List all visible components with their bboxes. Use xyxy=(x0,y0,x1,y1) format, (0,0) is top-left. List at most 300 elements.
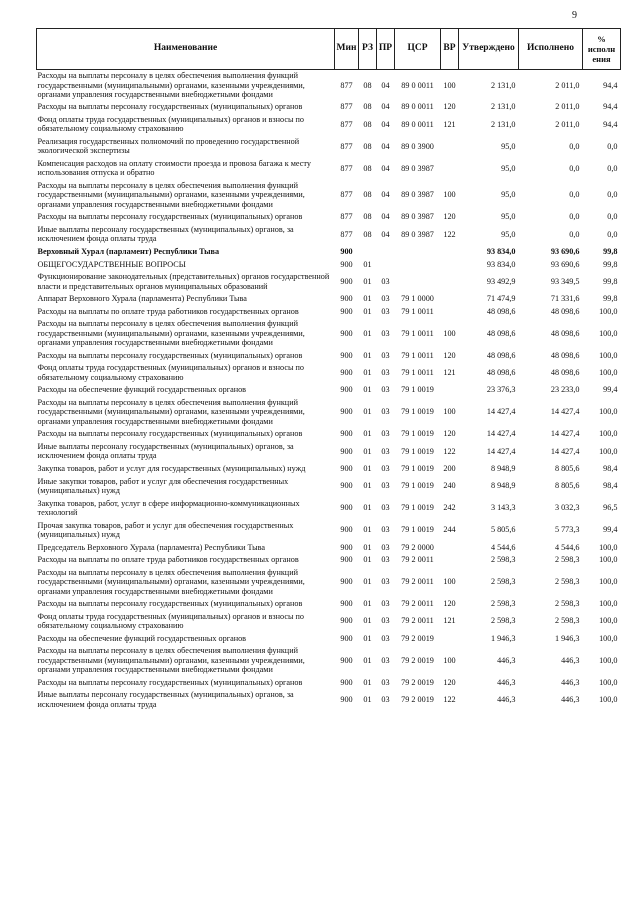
cell-approved: 5 805,6 xyxy=(490,525,516,535)
cell-vr: 120 xyxy=(443,677,456,687)
cell-min: 900 xyxy=(340,677,353,687)
table-row xyxy=(37,362,621,384)
cell-min: 877 xyxy=(340,102,353,112)
cell-approved: 8 948,9 xyxy=(490,464,516,473)
cell-csr: 89 0 3987 xyxy=(401,212,434,222)
cell-rz: 01 xyxy=(363,385,372,395)
cell-percent: 99,8 xyxy=(603,259,618,269)
cell-name: Расходы на выплаты персоналу в целях обеспечения выполнения функций государственными (муниципальными) органами, казенными учреждениями, органами управления государственными внебюджетными фондами xyxy=(37,646,305,675)
cell-name: Иные выплаты персоналу государственных (муниципальных) органов, за исключением фонда оплаты труда xyxy=(37,690,294,709)
cell-name: Расходы на выплаты персоналу государственных (муниципальных) органов xyxy=(37,429,303,439)
cell-vr: 122 xyxy=(443,229,456,239)
cell-rz: 01 xyxy=(363,599,372,609)
cell-executed: 14 427,4 xyxy=(550,429,580,439)
cell-approved: 95,0 xyxy=(501,190,516,200)
cell-min: 900 xyxy=(340,276,353,286)
header-pr: ПР xyxy=(377,29,395,70)
cell-name: Расходы на выплаты по оплате труда работников государственных органов xyxy=(37,555,299,565)
cell-min: 900 xyxy=(340,555,353,565)
cell-approved: 48 098,6 xyxy=(486,350,516,360)
cell-vr xyxy=(441,271,459,293)
cell-vr: 100 xyxy=(443,328,456,338)
cell-vr xyxy=(441,632,459,645)
cell-pr: 03 xyxy=(381,616,390,626)
cell-executed: 2 598,3 xyxy=(554,616,580,626)
cell-pr: 03 xyxy=(381,542,390,552)
cell-percent: 100,0 xyxy=(599,577,618,587)
cell-approved: 4 544,6 xyxy=(490,542,516,552)
cell-executed: 2 011,0 xyxy=(555,80,580,90)
table-row xyxy=(37,610,621,632)
cell-percent: 0,0 xyxy=(607,229,618,239)
cell-csr: 79 1 0019 xyxy=(401,503,434,513)
cell-rz: 08 xyxy=(363,141,372,151)
cell-rz: 01 xyxy=(363,616,372,626)
cell-approved: 2 131,0 xyxy=(490,80,516,90)
header-rz: РЗ xyxy=(359,29,377,70)
cell-name: ОБЩЕГОСУДАРСТВЕННЫЕ ВОПРОСЫ xyxy=(37,259,186,269)
cell-vr: 121 xyxy=(443,368,456,378)
cell-executed: 48 098,6 xyxy=(550,328,580,338)
cell-executed: 446,3 xyxy=(561,677,580,687)
cell-percent: 100,0 xyxy=(599,655,618,665)
cell-vr: 100 xyxy=(443,190,456,200)
table-row xyxy=(37,632,621,645)
table-row xyxy=(37,349,621,362)
cell-vr: 120 xyxy=(443,429,456,439)
cell-percent: 98,4 xyxy=(603,481,618,491)
cell-vr xyxy=(441,541,459,554)
cell-pr: 03 xyxy=(381,306,390,316)
cell-pr: 04 xyxy=(381,163,390,173)
table-row xyxy=(37,293,621,306)
cell-min: 900 xyxy=(340,599,353,609)
cell-executed: 0,0 xyxy=(569,141,580,151)
cell-approved: 93 834,0 xyxy=(486,247,516,257)
cell-approved: 2 598,3 xyxy=(490,555,516,565)
cell-csr: 89 0 3987 xyxy=(401,163,434,173)
cell-csr: 79 1 0019 xyxy=(401,385,434,395)
table-row xyxy=(37,598,621,611)
cell-rz: 01 xyxy=(363,294,372,304)
cell-approved: 8 948,9 xyxy=(490,481,516,491)
cell-percent: 99,8 xyxy=(603,276,618,286)
cell-approved: 2 598,3 xyxy=(490,599,516,609)
cell-percent: 100,0 xyxy=(599,555,618,565)
cell-csr: 79 2 0011 xyxy=(401,555,434,565)
cell-min: 877 xyxy=(340,229,353,239)
cell-csr: 79 2 0011 xyxy=(401,599,434,609)
cell-min: 900 xyxy=(340,481,353,491)
table-row xyxy=(37,384,621,397)
cell-pr: 03 xyxy=(381,555,390,565)
cell-executed: 0,0 xyxy=(569,229,580,239)
cell-rz: 08 xyxy=(363,163,372,173)
cell-name: Аппарат Верховного Хурала (парламента) Республики Тыва xyxy=(37,294,247,304)
cell-name: Верховный Хурал (парламент) Республики Тыва xyxy=(37,247,220,257)
cell-pr: 04 xyxy=(381,119,390,129)
cell-vr xyxy=(441,135,459,157)
table-row xyxy=(37,462,621,475)
cell-vr: 122 xyxy=(443,446,456,456)
cell-executed: 446,3 xyxy=(561,695,580,705)
cell-vr: 100 xyxy=(443,407,456,417)
cell-name: Расходы на выплаты персоналу в целях обеспечения выполнения функций государственными (муниципальными) органами, казенными учреждениями, органами управления государственными внебюджетными фондами xyxy=(37,319,305,348)
cell-percent: 94,4 xyxy=(603,102,618,112)
cell-vr xyxy=(441,554,459,567)
cell-approved: 446,3 xyxy=(497,655,516,665)
cell-name: Фонд оплаты труда государственных (муниципальных) органов и взносы по обязательному социальному страхованию xyxy=(37,363,304,382)
table-row xyxy=(37,676,621,689)
table-header-row xyxy=(37,29,621,70)
cell-rz: 01 xyxy=(363,481,372,491)
cell-min: 900 xyxy=(340,525,353,535)
cell-csr xyxy=(395,258,441,271)
cell-executed: 0,0 xyxy=(569,190,580,200)
cell-pr: 03 xyxy=(381,328,390,338)
cell-pr: 03 xyxy=(381,385,390,395)
cell-csr: 79 1 0019 xyxy=(401,481,434,491)
cell-pr: 03 xyxy=(381,503,390,513)
cell-csr: 79 2 0011 xyxy=(401,616,434,626)
cell-percent: 99,8 xyxy=(603,247,618,257)
cell-pr xyxy=(377,245,395,258)
cell-percent: 0,0 xyxy=(607,141,618,151)
cell-rz: 08 xyxy=(363,229,372,239)
cell-pr xyxy=(377,258,395,271)
cell-percent: 100,0 xyxy=(599,306,618,316)
cell-csr: 79 1 0011 xyxy=(401,328,434,338)
cell-executed: 446,3 xyxy=(561,655,580,665)
table-row xyxy=(37,396,621,427)
cell-min: 900 xyxy=(340,429,353,439)
cell-approved: 23 376,3 xyxy=(486,385,516,395)
table-row xyxy=(37,101,621,114)
cell-name: Расходы на выплаты персоналу в целях обеспечения выполнения функций государственными (муниципальными) органами, казенными учреждениями, органами управления государственными внебюджетными фондами xyxy=(37,567,305,596)
table-row xyxy=(37,211,621,224)
cell-pr: 03 xyxy=(381,655,390,665)
cell-min: 877 xyxy=(340,119,353,129)
cell-csr: 79 1 0019 xyxy=(401,429,434,439)
header-percent: % исполн ения xyxy=(583,29,621,70)
cell-approved: 14 427,4 xyxy=(486,446,516,456)
cell-csr: 79 2 0011 xyxy=(401,577,434,587)
cell-rz: 01 xyxy=(363,655,372,665)
cell-name: Закупка товаров, работ, услуг в сфере информационно-коммуникационных технологий xyxy=(37,498,300,517)
cell-pr: 04 xyxy=(381,141,390,151)
cell-csr: 79 1 0011 xyxy=(401,350,434,360)
cell-rz: 01 xyxy=(363,577,372,587)
cell-pr: 03 xyxy=(381,276,390,286)
cell-min: 900 xyxy=(340,247,353,257)
cell-percent: 94,4 xyxy=(603,119,618,129)
cell-executed: 2 598,3 xyxy=(554,577,580,587)
cell-name: Компенсация расходов на оплату стоимости проезда и провоза багажа к месту использования отпуска и обратно xyxy=(37,159,311,178)
cell-approved: 3 143,3 xyxy=(490,503,516,513)
cell-name: Расходы на выплаты персоналу в целях обеспечения выполнения функций государственными (муниципальными) органами, казенными учреждениями, органами управления государственными внебюджетными фондами xyxy=(37,181,305,209)
table-row xyxy=(37,245,621,258)
cell-name: Председатель Верховного Хурала (парламента) Республики Тыва xyxy=(37,542,266,552)
cell-vr: 242 xyxy=(443,503,456,513)
table-row xyxy=(37,70,621,101)
cell-percent: 100,0 xyxy=(599,407,618,417)
table-row xyxy=(37,179,621,210)
cell-percent: 0,0 xyxy=(607,163,618,173)
cell-csr: 89 0 0011 xyxy=(401,102,434,112)
cell-approved: 2 131,0 xyxy=(490,119,516,129)
cell-pr: 03 xyxy=(381,599,390,609)
cell-csr: 79 2 0019 xyxy=(401,655,434,665)
cell-min: 877 xyxy=(340,190,353,200)
cell-min: 900 xyxy=(340,328,353,338)
cell-rz: 01 xyxy=(363,633,372,643)
cell-min: 900 xyxy=(340,368,353,378)
cell-approved: 14 427,4 xyxy=(486,407,516,417)
cell-pr: 04 xyxy=(381,80,390,90)
cell-executed: 8 805,6 xyxy=(554,481,580,491)
cell-vr xyxy=(441,293,459,306)
cell-percent: 100,0 xyxy=(599,368,618,378)
cell-approved: 446,3 xyxy=(497,695,516,705)
cell-pr: 03 xyxy=(381,429,390,439)
cell-pr: 03 xyxy=(381,577,390,587)
cell-percent: 100,0 xyxy=(599,446,618,456)
cell-approved: 446,3 xyxy=(497,677,516,687)
cell-min: 900 xyxy=(340,446,353,456)
cell-executed: 93 690,6 xyxy=(550,259,580,269)
cell-vr xyxy=(441,245,459,258)
table-row xyxy=(37,440,621,462)
cell-csr: 79 2 0019 xyxy=(401,677,434,687)
cell-approved: 1 946,3 xyxy=(490,633,516,643)
cell-vr: 120 xyxy=(443,599,456,609)
cell-min: 900 xyxy=(340,695,353,705)
cell-name: Закупка товаров, работ и услуг для государственных (муниципальных) нужд xyxy=(37,464,306,473)
cell-vr: 100 xyxy=(443,80,456,90)
cell-executed: 1 946,3 xyxy=(554,633,580,643)
cell-csr xyxy=(395,271,441,293)
header-executed: Исполнено xyxy=(519,29,583,70)
cell-csr: 79 2 0000 xyxy=(401,542,434,552)
cell-rz: 08 xyxy=(363,102,372,112)
cell-percent: 0,0 xyxy=(607,190,618,200)
cell-pr: 04 xyxy=(381,190,390,200)
cell-pr: 04 xyxy=(381,229,390,239)
cell-rz: 01 xyxy=(363,306,372,316)
table-row xyxy=(37,258,621,271)
table-row xyxy=(37,428,621,441)
cell-csr: 79 2 0019 xyxy=(401,695,434,705)
cell-rz: 01 xyxy=(363,503,372,513)
header-csr: ЦСР xyxy=(395,29,441,70)
cell-vr: 200 xyxy=(443,464,456,473)
header-approved: Утверждено xyxy=(459,29,519,70)
cell-percent: 94,4 xyxy=(603,80,618,90)
cell-csr: 79 1 0019 xyxy=(401,407,434,417)
cell-vr: 240 xyxy=(443,481,456,491)
cell-csr: 79 1 0019 xyxy=(401,446,434,456)
cell-percent: 100,0 xyxy=(599,599,618,609)
cell-name: Расходы на выплаты персоналу государственных (муниципальных) органов xyxy=(37,350,303,360)
table-row xyxy=(37,157,621,179)
cell-vr xyxy=(441,157,459,179)
cell-percent: 99,4 xyxy=(603,385,618,395)
cell-executed: 0,0 xyxy=(569,163,580,173)
cell-rz: 01 xyxy=(363,259,372,269)
cell-csr: 89 0 0011 xyxy=(401,80,434,90)
cell-name: Расходы на выплаты персоналу государственных (муниципальных) органов xyxy=(37,677,303,687)
cell-executed: 4 544,6 xyxy=(554,542,580,552)
cell-percent: 100,0 xyxy=(599,542,618,552)
cell-rz: 08 xyxy=(363,212,372,222)
cell-percent: 100,0 xyxy=(599,695,618,705)
cell-percent: 100,0 xyxy=(599,633,618,643)
cell-executed: 93 349,5 xyxy=(550,276,580,286)
cell-vr: 121 xyxy=(443,119,456,129)
cell-executed: 2 598,3 xyxy=(554,599,580,609)
cell-rz: 01 xyxy=(363,525,372,535)
cell-percent: 100,0 xyxy=(599,350,618,360)
cell-executed: 8 805,6 xyxy=(554,464,580,473)
cell-pr: 03 xyxy=(381,350,390,360)
cell-vr: 121 xyxy=(443,616,456,626)
cell-percent: 100,0 xyxy=(599,677,618,687)
header-min: Мин xyxy=(335,29,359,70)
cell-rz: 01 xyxy=(363,429,372,439)
cell-rz: 01 xyxy=(363,368,372,378)
cell-executed: 23 233,0 xyxy=(550,385,580,395)
cell-rz: 01 xyxy=(363,446,372,456)
cell-rz: 01 xyxy=(363,695,372,705)
cell-csr: 79 1 0000 xyxy=(401,294,434,304)
cell-name: Расходы на обеспечение функций государственных органов xyxy=(37,385,247,395)
cell-percent: 100,0 xyxy=(599,616,618,626)
cell-min: 900 xyxy=(340,503,353,513)
cell-min: 900 xyxy=(340,577,353,587)
cell-executed: 2 598,3 xyxy=(554,555,580,565)
cell-min: 877 xyxy=(340,212,353,222)
table-row xyxy=(37,566,621,597)
header-name: Наименование xyxy=(37,29,335,70)
cell-executed: 71 331,6 xyxy=(550,294,580,304)
cell-executed: 48 098,6 xyxy=(550,368,580,378)
cell-rz: 01 xyxy=(363,677,372,687)
cell-min: 900 xyxy=(340,616,353,626)
cell-executed: 3 032,3 xyxy=(554,503,580,513)
cell-min: 900 xyxy=(340,633,353,643)
cell-csr: 79 1 0019 xyxy=(401,525,434,535)
cell-percent: 98,4 xyxy=(603,464,618,473)
cell-vr xyxy=(441,258,459,271)
cell-pr: 03 xyxy=(381,407,390,417)
table-row xyxy=(37,271,621,293)
cell-rz: 01 xyxy=(363,276,372,286)
cell-approved: 95,0 xyxy=(501,141,516,151)
cell-vr: 120 xyxy=(443,212,456,222)
cell-vr: 120 xyxy=(443,350,456,360)
cell-csr: 79 2 0019 xyxy=(401,633,434,643)
cell-csr xyxy=(395,245,441,258)
cell-min: 900 xyxy=(340,385,353,395)
table-row xyxy=(37,689,621,711)
cell-percent: 99,8 xyxy=(603,294,618,304)
cell-executed: 48 098,6 xyxy=(550,350,580,360)
cell-rz: 01 xyxy=(363,464,372,473)
cell-approved: 2 131,0 xyxy=(490,102,516,112)
cell-approved: 2 598,3 xyxy=(490,577,516,587)
cell-approved: 48 098,6 xyxy=(486,368,516,378)
table-row xyxy=(37,223,621,245)
cell-name: Расходы на выплаты персоналу государственных (муниципальных) органов xyxy=(37,102,303,112)
cell-name: Расходы на выплаты персоналу в целях обеспечения выполнения функций государственными (муниципальными) органами, казенными учреждениями, органами управления государственными внебюджетными фондами xyxy=(37,71,305,100)
cell-name: Расходы на обеспечение функций государственных органов xyxy=(37,633,247,643)
cell-approved: 95,0 xyxy=(501,212,516,222)
table-row xyxy=(37,475,621,497)
cell-approved: 95,0 xyxy=(501,229,516,239)
cell-min: 900 xyxy=(340,542,353,552)
cell-rz: 01 xyxy=(363,542,372,552)
cell-name: Функционирование законодательных (представительных) органов государственной власти и представительных органов муниципальных образований xyxy=(37,272,330,291)
cell-executed: 14 427,4 xyxy=(550,446,580,456)
cell-min: 877 xyxy=(340,163,353,173)
cell-executed: 48 098,6 xyxy=(550,306,580,316)
cell-approved: 71 474,9 xyxy=(486,294,516,304)
cell-rz: 01 xyxy=(363,350,372,360)
cell-approved: 2 598,3 xyxy=(490,616,516,626)
cell-pr: 04 xyxy=(381,102,390,112)
cell-csr: 79 1 0011 xyxy=(401,306,434,316)
cell-executed: 2 011,0 xyxy=(555,102,580,112)
cell-csr: 89 0 3900 xyxy=(401,141,434,151)
cell-name: Иные закупки товаров, работ и услуг для обеспечения государственных (муниципальных) нужд xyxy=(37,476,289,495)
cell-min: 900 xyxy=(340,259,353,269)
cell-min: 877 xyxy=(340,141,353,151)
cell-percent: 100,0 xyxy=(599,328,618,338)
cell-approved: 95,0 xyxy=(501,163,516,173)
table-row xyxy=(37,318,621,349)
cell-min: 900 xyxy=(340,294,353,304)
cell-rz: 01 xyxy=(363,328,372,338)
cell-name: Расходы на выплаты персоналу в целях обеспечения выполнения функций государственными (муниципальными) органами, казенными учреждениями, органами управления государственными внебюджетными фондами xyxy=(37,398,305,426)
cell-name: Иные выплаты персоналу государственных (муниципальных) органов, за исключением фонда оплаты труда xyxy=(37,442,294,461)
cell-percent: 0,0 xyxy=(607,212,618,222)
page-number: 9 xyxy=(572,10,577,21)
cell-pr: 03 xyxy=(381,633,390,643)
table-row xyxy=(37,113,621,135)
cell-percent: 100,0 xyxy=(599,429,618,439)
cell-pr: 03 xyxy=(381,677,390,687)
cell-rz xyxy=(359,245,377,258)
cell-executed: 2 011,0 xyxy=(555,119,580,129)
table-row xyxy=(37,519,621,541)
cell-name: Реализация государственных полномочий по проведению государственной экологической экспертизы xyxy=(37,137,300,156)
cell-executed: 5 773,3 xyxy=(554,525,580,535)
cell-rz: 08 xyxy=(363,80,372,90)
cell-pr: 04 xyxy=(381,212,390,222)
table-body xyxy=(37,70,621,711)
cell-percent: 99,4 xyxy=(603,525,618,535)
cell-vr: 122 xyxy=(443,695,456,705)
cell-vr: 100 xyxy=(443,577,456,587)
header-vr: ВР xyxy=(441,29,459,70)
budget-table xyxy=(36,28,621,711)
table-row xyxy=(37,645,621,676)
cell-name: Фонд оплаты труда государственных (муниципальных) органов и взносы по обязательному социальному страхованию xyxy=(37,115,304,134)
cell-name: Иные выплаты персоналу государственных (муниципальных) органов, за исключением фонда оплаты труда xyxy=(37,225,294,244)
table-row xyxy=(37,135,621,157)
cell-vr: 244 xyxy=(443,525,456,535)
cell-min: 900 xyxy=(340,655,353,665)
